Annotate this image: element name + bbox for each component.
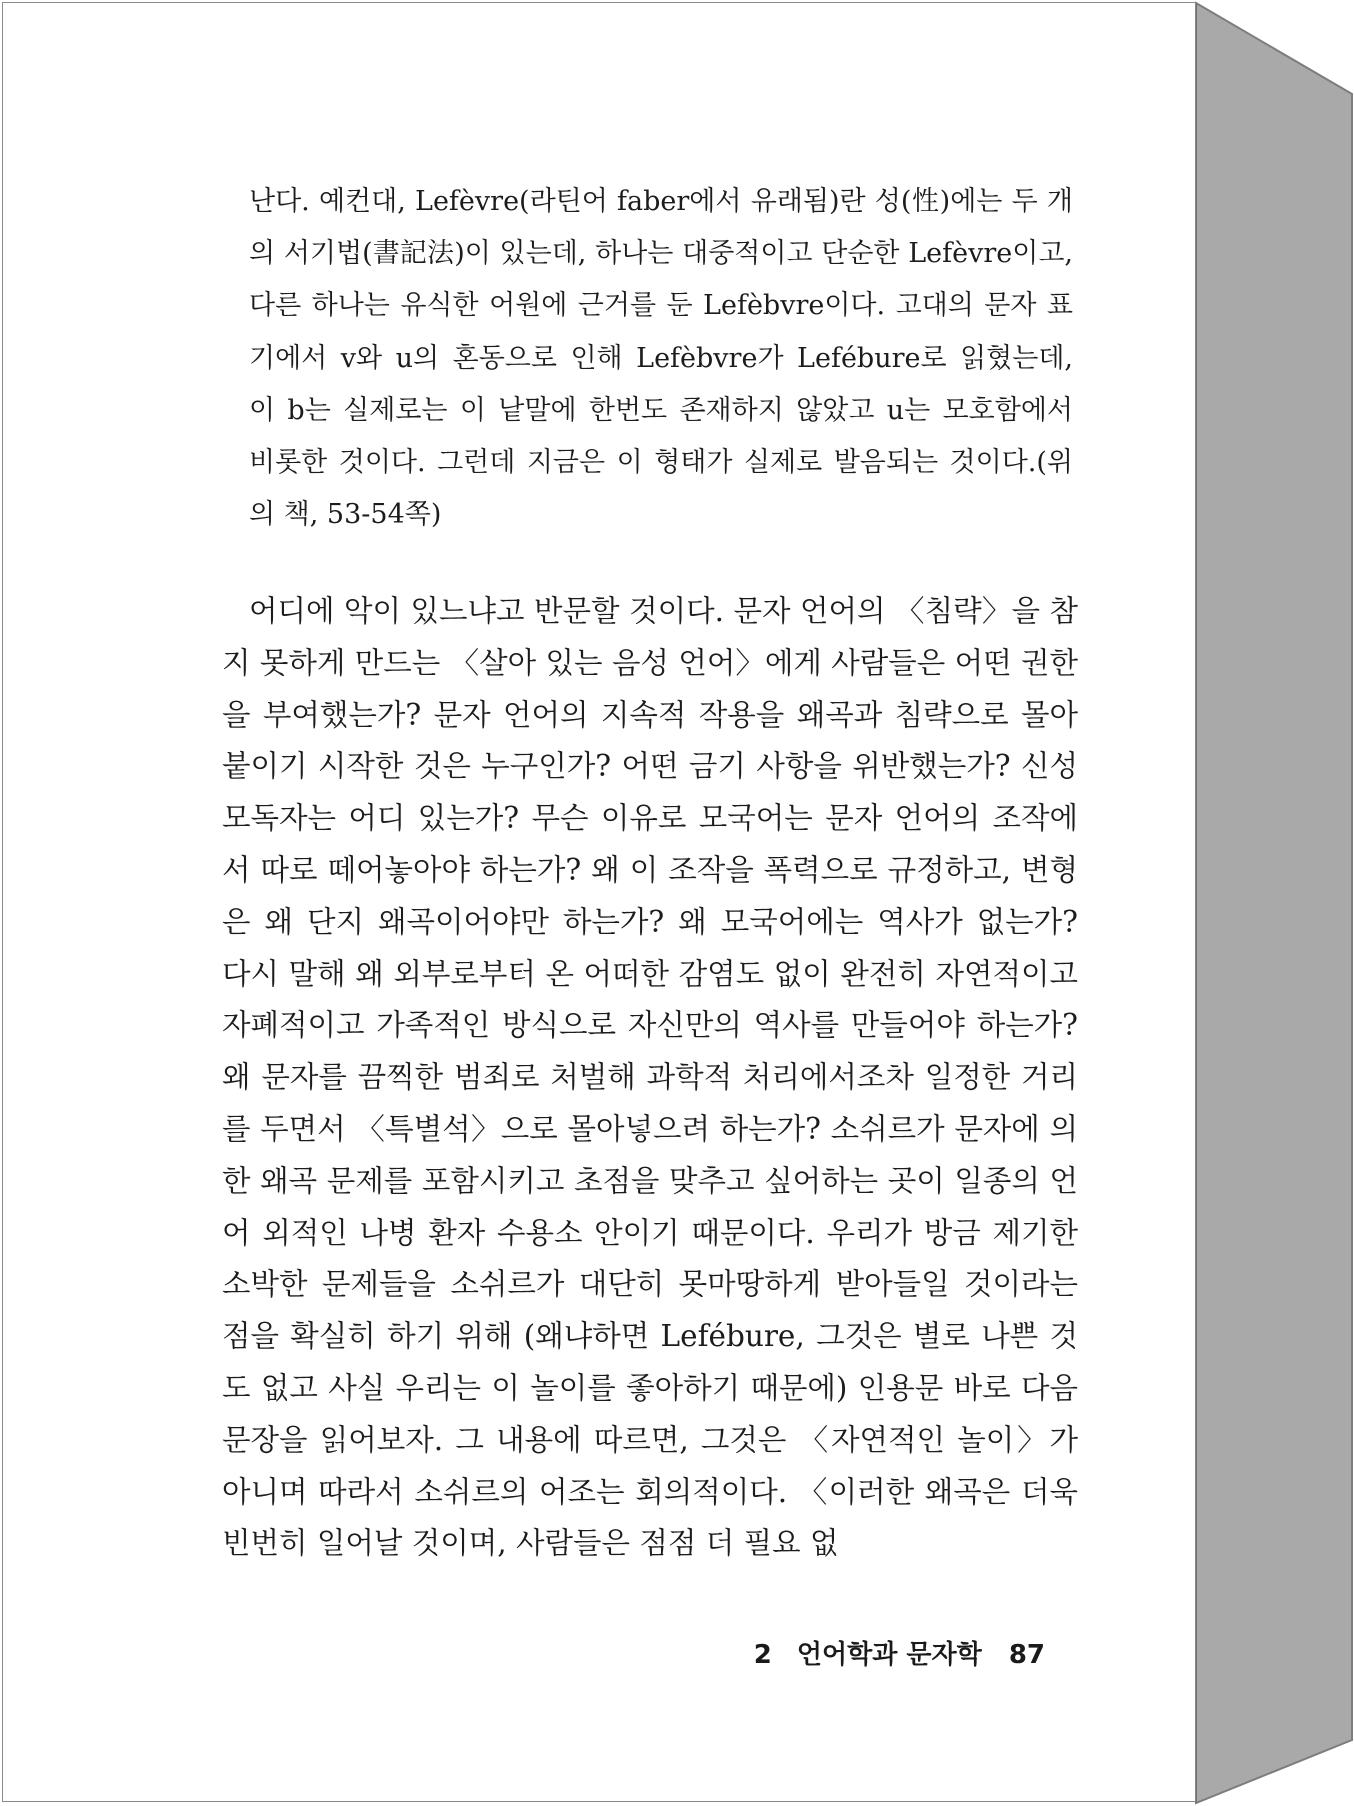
body-paragraph xyxy=(222,586,1078,1570)
quote-text: 난다. 예컨대, Lefèvre(라틴어 faber에서 유래됨)란 성(性)에는 두 개의 서기법(書記法)이 있는데, 하나는 대중적이고 단순한 Lefèvre이고, 다른 하나는 유식한 어원에 근거를 둔 Lefèbvre이다. 고대의 문자 표기에서 v와 u의 혼동으로 인해 Lefèbvre가 Lefébure로 읽혔는데, 이 b는 실제로는 이 낱말에 한번도 존재하지 않았고 u는 모호함에서 비롯한 것이다. 그런데 지금은 이 형태가 실제로 발음되는 것이다.(위의 책, 53-54쪽) xyxy=(249,186,1073,531)
book-page xyxy=(2,2,1196,1802)
page-number: 87 xyxy=(1008,1640,1045,1670)
body-text: 어디에 악이 있느냐고 반문할 것이다. 문자 언어의 〈침략〉을 참지 못하게 만드는 〈살아 있는 음성 언어〉에게 사람들은 어떤 권한을 부여했는가? 문자 언어의 지속적 작용을 왜곡과 침략으로 몰아붙이기 시작한 것은 누구인가? 어떤 금기 사항을 위반했는가? 신성 모독자는 어디 있는가? 무슨 이유로 모국어는 문자 언어의 조작에서 따로 떼어놓아야 하는가? 왜 이 조작을 폭력으로 규정하고, 변형은 왜 단지 왜곡이어야만 하는가? 왜 모국어에는 역사가 없는가? 다시 말해 왜 외부로부터 온 어떠한 감염도 없이 완전히 자연적이고 자폐적이고 가족적인 방식으로 자신만의 역사를 만들어야 하는가? 왜 문자를 끔찍한 범죄로 처벌해 과학적 처리에서조차 일정한 거리를 두면서 〈특별석〉으로 몰아넣으려 하는가? 소쉬르가 문자에 의한 왜곡 문제를 포함시키고 초점을 맞추고 싶어하는 곳이 일종의 언어 외적인 나병 환자 수용소 안이기 때문이다. 우리가 방금 제기한 소박한 문제들을 소쉬르가 대단히 못마땅하게 받아들일 것이라는 점을 확실히 하기 위해 (왜냐하면 Lefébure, 그것은 별로 나쁜 것도 없고 사실 우리는 이 놀이를 좋아하기 때문에) 인용문 바로 다음 문장을 읽어보자. 그 내용에 따르면, 그것은 〈자연적인 놀이〉가 아니며 따라서 소쉬르의 어조는 회의적이다. 〈이러한 왜곡은 더욱 빈번히 일어날 것이며, 사람들은 점점 더 필요 없 xyxy=(222,594,1078,1561)
block-quote xyxy=(249,176,1073,541)
page-footer xyxy=(754,1634,1045,1671)
chapter-title: 언어학과 문자학 xyxy=(796,1640,982,1670)
chapter-number: 2 xyxy=(753,1640,772,1670)
